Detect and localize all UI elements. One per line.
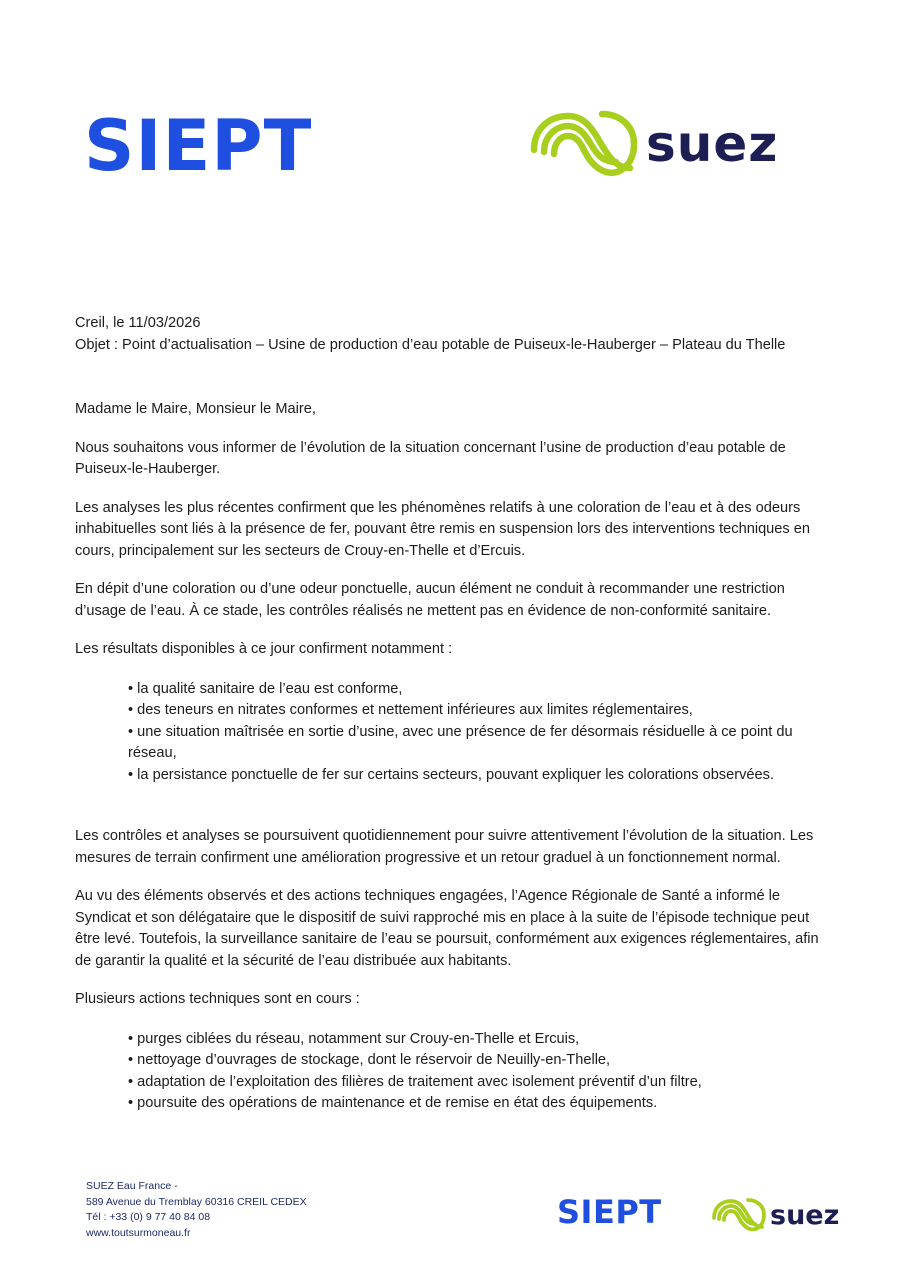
paragraph: Les contrôles et analyses se poursuivent quotidiennement pour suivre attentivement l’évolution de la situation. Les mesures de terrain confirment une amélioration progressive et un retour graduel à un fonctionnement normal.	[75, 828, 814, 866]
paragraph: Les résultats disponibles à ce jour confirment notamment :	[75, 641, 453, 657]
salutation: Madame le Maire, Monsieur le Maire,	[75, 401, 316, 417]
footer-street-address: 589 Avenue du Tremblay 60316 CREIL CEDEX	[86, 1195, 307, 1208]
list-item: • la persistance ponctuelle de fer sur certains secteurs, pouvant expliquer les colorations observées.	[128, 766, 774, 783]
footer-company: SUEZ Eau France -	[86, 1180, 178, 1192]
list-item: • nettoyage d’ouvrages de stockage, dont le réservoir de Neuilly-en-Thelle,	[128, 1052, 611, 1068]
footer-suez-logo	[712, 1197, 839, 1233]
footer-address	[86, 1179, 307, 1241]
subject-line: Objet : Point d’actualisation – Usine de production d’eau potable de Puiseux-le-Hauberger – Plateau du Thelle	[75, 336, 786, 353]
footer-website-link[interactable]: www.toutsurmoneau.fr	[86, 1226, 191, 1239]
paragraph: En dépit d’une coloration ou d’une odeur ponctuelle, aucun élément ne conduit à recommander une restriction d’usage de l’eau. À ce stade, les contrôles réalisés ne mettent pas en évidence de non-conformité sanitaire.	[75, 581, 785, 619]
paragraph: Plusieurs actions techniques sont en cours :	[75, 991, 360, 1007]
paragraph: Les analyses les plus récentes confirment que les phénomènes relatifs à une coloration de l’eau et à des odeurs inhabituelles sont liés à la présence de fer, pouvant être remis en suspension lors des interventions techniques en cours, principalement sur les secteurs de Crouy-en-Thelle et d’Ercuis.	[75, 499, 810, 559]
list-item: • une situation maîtrisée en sortie d’usine, avec une présence de fer désormais résiduelle à ce point du réseau,	[128, 723, 793, 761]
suez-swirl-icon	[712, 1197, 766, 1233]
list-item: • poursuite des opérations de maintenance et de remise en état des équipements.	[128, 1095, 658, 1111]
footer-siept-logo: SIEPT	[557, 1193, 662, 1231]
actions-list	[75, 1029, 825, 1115]
place-date: Creil, le 11/03/2026	[75, 315, 201, 331]
suez-logo	[530, 108, 778, 180]
paragraph: Nous souhaitons vous informer de l’évolution de la situation concernant l’usine de production d’eau potable de Puiseux-le-Hauberger.	[75, 439, 786, 477]
suez-wordmark: suez	[646, 115, 779, 173]
suez-swirl-icon	[530, 108, 638, 180]
suez-wordmark: suez	[770, 1199, 840, 1231]
letter-body	[75, 313, 825, 1115]
siept-logo: SIEPT	[84, 105, 313, 187]
list-item: • adaptation de l’exploitation des filières de traitement avec isolement préventif d’un filtre,	[128, 1073, 702, 1090]
paragraph: Au vu des éléments observés et des actions techniques engagées, l’Agence Régionale de Santé a informé le Syndicat et son délégataire que le dispositif de suivi rapproché mis en place à la suite de l’épisode technique peut être levé. Toutefois, la surveillance sanitaire de l’eau se poursuit, conformément aux exigences réglementaires, afin de garantir la qualité et la sécurité de l’eau distribuée aux habitants.	[75, 888, 819, 969]
footer-phone: Tél : +33 (0) 9 77 40 84 08	[86, 1211, 211, 1223]
list-item: • purges ciblées du réseau, notamment sur Crouy-en-Thelle et Ercuis,	[128, 1030, 580, 1047]
results-list	[75, 679, 825, 787]
list-item: • des teneurs en nitrates conformes et nettement inférieures aux limites réglementaires,	[128, 702, 693, 718]
list-item: • la qualité sanitaire de l’eau est conforme,	[128, 680, 403, 697]
